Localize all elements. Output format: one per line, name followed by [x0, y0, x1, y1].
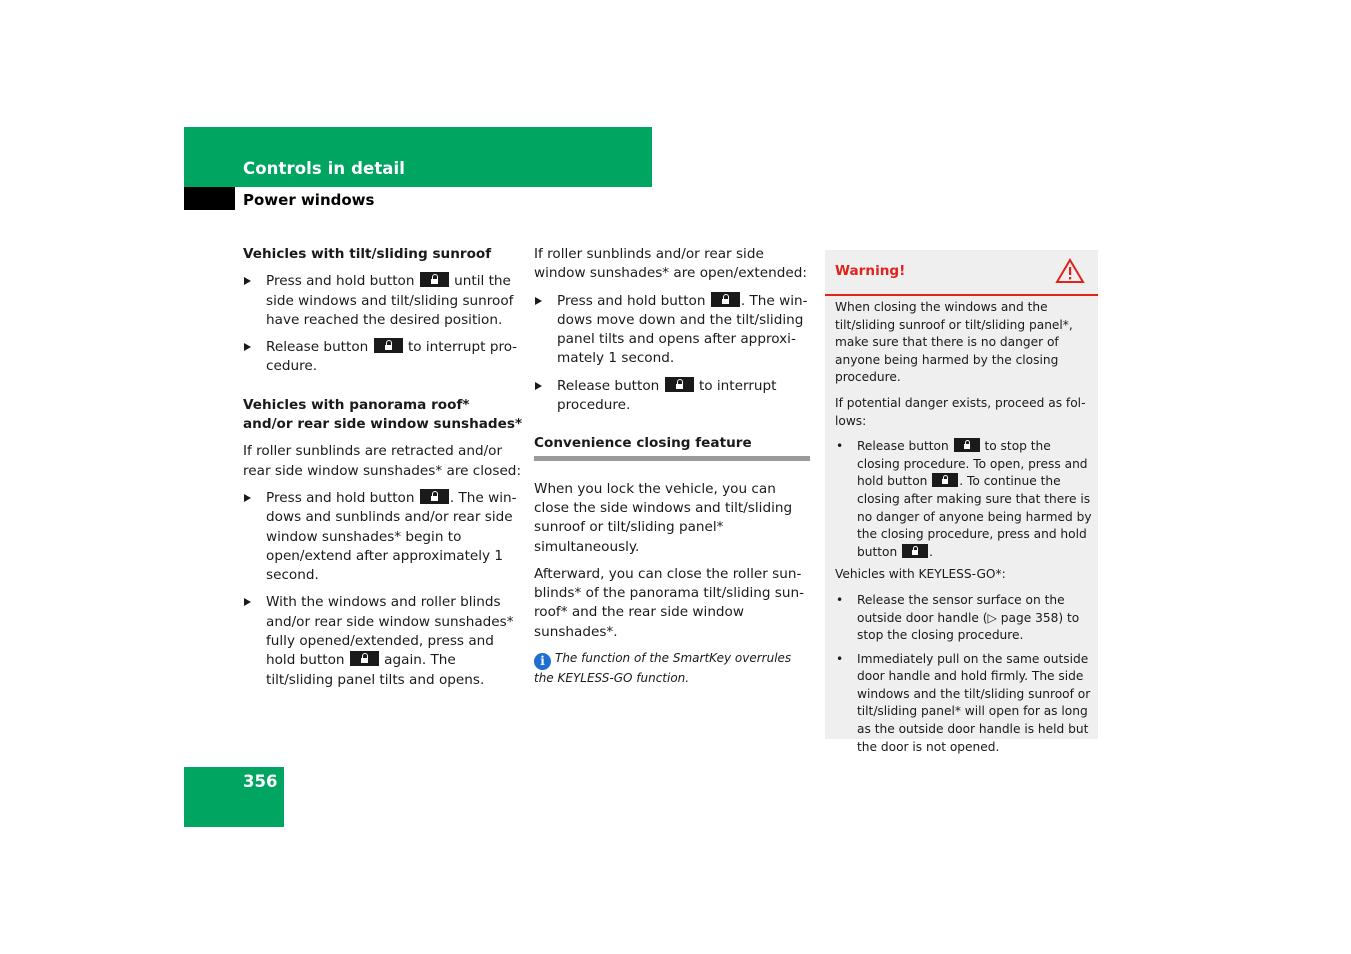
warning-triangle-icon	[1055, 258, 1085, 284]
column-left	[243, 245, 523, 690]
step-press-hold-open: Press and hold button . The windows and sunblinds and/or rear side window sunshades* begin to open/extend after approximately 1 second.	[243, 489, 523, 585]
warning-body	[835, 299, 1092, 756]
unlock-button-icon	[420, 272, 449, 287]
column-middle	[534, 245, 810, 687]
paragraph-lock-vehicle: When you lock the vehicle, you can close the side windows and tilt/sliding sunroof or tilt/sliding panel* simultaneously.	[534, 480, 793, 555]
unlock-button-icon	[350, 651, 379, 666]
warning-paragraph: Vehicles with KEYLESS-GO*:	[835, 567, 1006, 582]
step-press-hold-again: With the windows and roller blinds and/or rear side window sunshades* fully opened/extended, press and hold button again. The tilt/sliding panel tilts and opens.	[243, 593, 523, 689]
lock-button-icon	[954, 438, 980, 452]
triangle-bullet-icon	[535, 382, 542, 390]
warning-box	[825, 250, 1098, 754]
step-release: Release button to interrupt procedure.	[243, 338, 523, 377]
warning-paragraph: If potential danger exists, proceed as follows:	[835, 395, 1086, 428]
unlock-button-icon	[932, 473, 958, 487]
section-title: Power windows	[243, 191, 375, 209]
triangle-bullet-icon	[244, 598, 251, 606]
triangle-bullet-icon	[244, 343, 251, 351]
triangle-bullet-icon	[244, 494, 251, 502]
paragraph-afterward: Afterward, you can close the roller sunblinds* of the panorama tilt/sliding sunroof* and the rear side window sunshades*.	[534, 565, 805, 640]
section-marker	[184, 187, 235, 210]
header-bar	[184, 127, 652, 187]
warning-bullet: • Release the sensor surface on the outside door handle (▷ page 358) to stop the closing procedure.	[836, 592, 1080, 643]
info-icon: i	[534, 653, 551, 670]
triangle-bullet-icon	[535, 297, 542, 305]
paragraph-retracted: If roller sunblinds are retracted and/or rear side window sunshades* are closed:	[243, 443, 522, 479]
lock-button-icon	[902, 544, 928, 558]
triangle-bullet-icon	[244, 277, 251, 285]
unlock-button-icon	[711, 292, 740, 307]
heading-tilt-sunroof: Vehicles with tilt/sliding sunroof	[243, 246, 492, 262]
step-press-hold-tilt: Press and hold button . The windows move down and the tilt/sliding panel tilts and opens after approximately 1 second.	[534, 292, 810, 369]
warning-bullet: • Release button to stop the closing procedure. To open, press and hold button . To continue the closing after making sure that there is no danger of anyone being harmed by the closing procedure, press and hold button .	[836, 439, 1092, 559]
heading-panorama-roof: Vehicles with panorama roof* and/or rear side window sunshades*	[243, 396, 523, 433]
step-press-hold: Press and hold button until the side windows and tilt/sliding sunroof have reached the desired position.	[243, 272, 523, 330]
paragraph-extended: If roller sunblinds and/or rear side window sunshades* are open/extended:	[534, 246, 807, 282]
info-note: i The function of the SmartKey overrules the KEYLESS-GO function.	[534, 651, 792, 686]
warning-title: Warning!	[835, 263, 906, 279]
unlock-button-icon	[665, 377, 694, 392]
warning-bullet: • Immediately pull on the same outside door handle and hold firmly. The side windows and the tilt/sliding sunroof or tilt/sliding panel* will open for as long as the outside door handle is held but the door is not opened.	[836, 651, 1091, 754]
page-number: 356	[243, 772, 278, 791]
unlock-button-icon	[374, 338, 403, 353]
heading-convenience-closing: Convenience closing feature	[534, 434, 810, 460]
unlock-button-icon	[420, 489, 449, 504]
warning-paragraph: When closing the windows and the tilt/sliding sunroof or tilt/sliding panel*, make sure that there is no danger of anyone being harmed by the closing procedure.	[835, 300, 1073, 385]
chapter-title: Controls in detail	[243, 159, 406, 178]
step-release-interrupt: Release button to interrupt procedure.	[534, 377, 810, 416]
warning-divider	[825, 294, 1098, 296]
